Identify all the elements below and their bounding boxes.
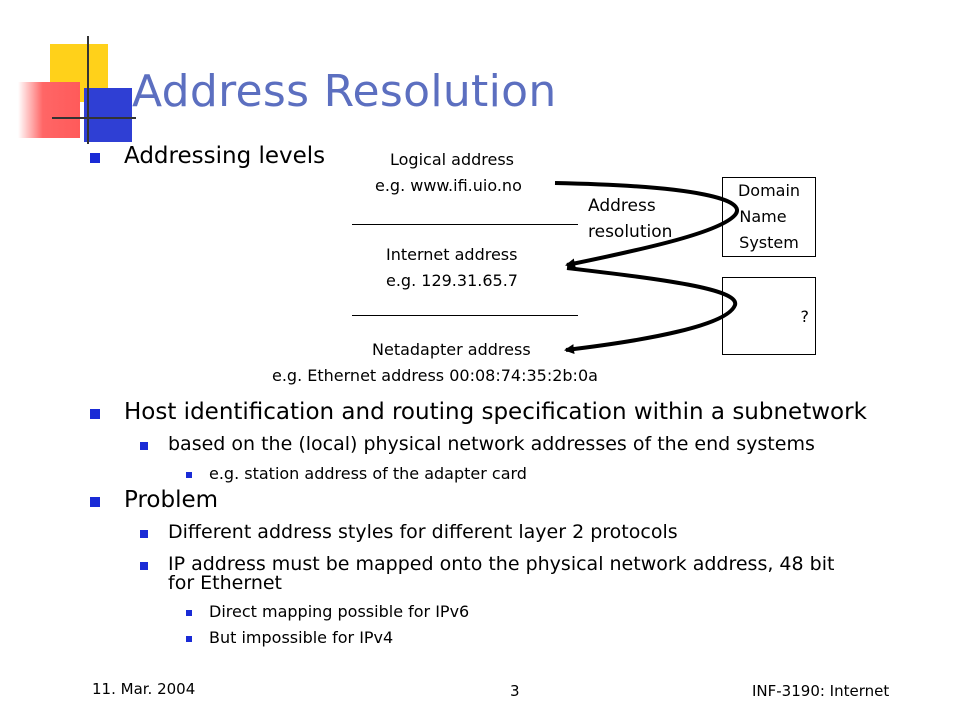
footer-page-number: 3 (510, 682, 520, 700)
bullet-marker (186, 636, 192, 642)
bullet-different-styles: Different address styles for different layer 2 protocols (168, 521, 678, 543)
bullet-marker (186, 472, 192, 478)
bullet-marker (90, 409, 100, 419)
footer-course: INF-3190: Internet (752, 682, 890, 700)
resolution-label-line1: Address (588, 196, 656, 216)
logical-address-example: e.g. www.ifi.uio.no (375, 176, 522, 195)
resolution-label-line2: resolution (588, 222, 673, 242)
arrow-logical-to-internet (555, 183, 737, 265)
bullet-station-address: e.g. station address of the adapter card (209, 464, 527, 483)
dns-box-line1: Domain (737, 181, 801, 200)
netadapter-address-example: e.g. Ethernet address 00:08:74:35:2b:0a (272, 366, 598, 385)
unknown-resolver-label: ? (800, 307, 809, 326)
logical-address-label: Logical address (390, 150, 515, 169)
bullet-impossible: But impossible for IPv4 (209, 628, 394, 647)
internet-address-label: Internet address (386, 245, 518, 264)
bullet-marker (140, 442, 148, 450)
bullet-addressing-levels: Addressing levels (124, 143, 326, 169)
bullet-based-on: based on the (local) physical network addresses of the end systems (168, 433, 815, 455)
footer-date: 11. Mar. 2004 (92, 680, 196, 698)
bullet-marker (140, 530, 148, 538)
bullet-host-identification: Host identification and routing specification within a subnetwork (124, 399, 867, 425)
bullet-marker (90, 497, 100, 507)
bullet-problem: Problem (124, 487, 219, 513)
netadapter-address-label: Netadapter address (372, 340, 531, 359)
slide-title: Address Resolution (132, 66, 557, 117)
bullet-marker (186, 610, 192, 616)
bullet-ip-mapping-line1: IP address must be mapped onto the physical network address, 48 bit (168, 553, 835, 575)
arrow-internet-to-netadapter (566, 268, 735, 350)
bullet-ip-mapping-line2: for Ethernet (168, 572, 283, 594)
dns-box-line3: System (739, 233, 799, 252)
bullet-marker (140, 562, 148, 570)
dns-box-line2: Name (739, 207, 787, 226)
bullet-direct-mapping: Direct mapping possible for IPv6 (209, 602, 470, 621)
internet-address-example: e.g. 129.31.65.7 (386, 271, 518, 290)
